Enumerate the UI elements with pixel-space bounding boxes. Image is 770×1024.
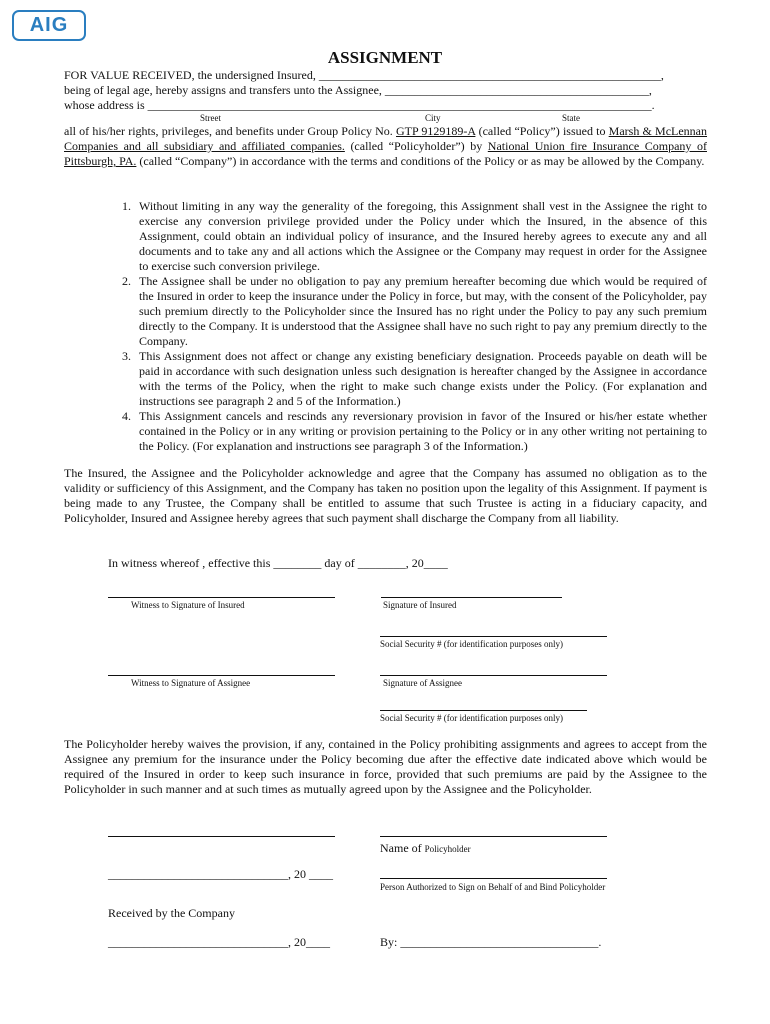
- intro-line-insured: FOR VALUE RECEIVED, the undersigned Insured, _________________________________________________________,: [64, 68, 664, 82]
- street-label: Street: [200, 113, 221, 123]
- ssn2-caption: Social Security # (for identification purposes only): [380, 713, 563, 723]
- policyholder-name-line[interactable]: [380, 836, 607, 837]
- insured-signature-line[interactable]: [381, 597, 562, 598]
- list-item-number: 4.: [122, 409, 131, 423]
- witness-insured-signature-line[interactable]: [108, 597, 335, 598]
- intro-line-address: whose address is ____________________________________________________________________________________.: [64, 98, 655, 112]
- rights-text-3: (called “Policyholder”) by: [344, 139, 488, 153]
- policyholder-label: Policyholder: [424, 844, 471, 854]
- state-label: State: [562, 113, 580, 123]
- intro-block: [64, 68, 707, 113]
- received-by-line[interactable]: By: _________________________________.: [380, 935, 602, 949]
- ssn1-line[interactable]: [380, 636, 607, 637]
- rights-text-1: all of his/her rights, privileges, and benefits under Group Policy No.: [64, 124, 396, 138]
- intro-line-assignee: being of legal age, hereby assigns and transfers unto the Assignee, ____________________________________________,: [64, 83, 652, 97]
- received-by-company-label: Received by the Company: [108, 906, 235, 920]
- authorized-person-line[interactable]: [380, 878, 607, 879]
- policyholder-name: Marsh & McLennan Companies and all subsidiary and affiliated companies.: [64, 124, 708, 153]
- list-item: [64, 199, 707, 274]
- policyholder-signature-line[interactable]: [108, 836, 335, 837]
- ssn2-line[interactable]: [380, 710, 587, 711]
- list-item-number: 3.: [122, 349, 131, 363]
- document-title: ASSIGNMENT: [327, 48, 443, 67]
- policy-number: GTP 9129189-A: [396, 124, 476, 138]
- authorized-person-caption: Person Authorized to Sign on Behalf of and Bind Policyholder: [380, 882, 606, 892]
- witness-effective-line: In witness whereof , effective this ________ day of ________, 20____: [108, 556, 448, 570]
- numbered-list: [64, 199, 707, 454]
- company-name: National Union fire Insurance Company of Pittsburgh, PA.: [64, 139, 707, 168]
- witness-assignee-caption: Witness to Signature of Assignee: [131, 678, 251, 688]
- list-item-number: 1.: [122, 199, 131, 213]
- list-item: [64, 349, 707, 409]
- received-date-line[interactable]: ______________________________, 20____: [108, 935, 330, 949]
- policyholder-name-caption: [380, 841, 471, 856]
- assignee-signature-line[interactable]: [380, 675, 607, 676]
- witness-assignee-signature-line[interactable]: [108, 675, 335, 676]
- insured-signature-caption: Signature of Insured: [383, 600, 457, 610]
- acknowledgement-paragraph: The Insured, the Assignee and the Policyholder acknowledge and agree that the Company has assumed no obligation as to the validity or sufficiency of this Assignment, and the Company has taken no position upon the legality of this Assignment. If payment is being made to any Trustee, the Company shall be entitled to assume that such Trustee is acting in a fiduciary capacity, and Policyholder, Insured and Assignee hereby agrees that such payment shall discharge the Company from all liability.: [64, 466, 707, 525]
- list-item-text: The Assignee shall be under no obligation to pay any premium hereafter becoming due which would be required of the Insured in order to keep the insurance under the Policy in force, but may, with the consent of the Policyholder, pay such premium directly to the Policyholder since the Insured has no right under the Policy to pay any such premium directly to the Company. It is understood that the Assignee shall have no such right to pay any premium directly to the Company.: [139, 274, 707, 348]
- list-item-number: 2.: [122, 274, 131, 288]
- rights-paragraph: [64, 124, 707, 169]
- policyholder-date-line[interactable]: ______________________________, 20 ____: [108, 867, 333, 881]
- aig-logo: AIG: [12, 10, 86, 41]
- list-item-text: Without limiting in any way the generality of the foregoing, this Assignment shall vest in the Assignee the right to exercise any conversion privilege provided under the Policy under which the Insured, in the absence of this Assignment, could obtain an individual policy of insurance, and the Insured hereby agrees to execute any and all documents and to take any and all actions which the Assignee or the Company may request in order for the Assignee to exercise such conversion privilege.: [139, 199, 707, 273]
- list-item-text: This Assignment does not affect or change any existing beneficiary designation. Proceeds payable on death will be paid in accordance with such designation unless such designation is hereafter changed by the Assignee in accordance with the terms of the Policy, when the right to make such change exists under the Policy. (For explanation and instructions see paragraph 2 and 5 of the Information.): [139, 349, 707, 408]
- list-item: [64, 274, 707, 349]
- rights-text-4: (called “Company”) in accordance with the terms and conditions of the Policy or as may be allowed by the Company.: [136, 154, 705, 168]
- rights-text-2: (called “Policy”) issued to: [475, 124, 609, 138]
- name-of-label: Name of: [380, 841, 425, 855]
- assignee-signature-caption: Signature of Assignee: [383, 678, 462, 688]
- waiver-paragraph: The Policyholder hereby waives the provision, if any, contained in the Policy prohibiting assignments and agrees to accept from the Assignee any premium for the insurance under the Policy becoming due after the effective date indicated above which would be required of the Insured in order to keep such insurance in force, provided that such premiums are paid by the Assignee to the Policyholder in such manner and at such times as mutually agreed upon by the Assignee and the Policyholder.: [64, 737, 707, 796]
- ssn1-caption: Social Security # (for identification purposes only): [380, 639, 563, 649]
- list-item: [64, 409, 707, 454]
- city-label: City: [425, 113, 441, 123]
- witness-insured-caption: Witness to Signature of Insured: [131, 600, 245, 610]
- list-item-text: This Assignment cancels and rescinds any reversionary provision in favor of the Insured or his/her estate whether contained in the Policy or in any writing or provision pertaining to the Policy or in any other writing not pertaining to the Policy. (For explanation and instructions see paragraph 3 of the Information.): [139, 409, 707, 453]
